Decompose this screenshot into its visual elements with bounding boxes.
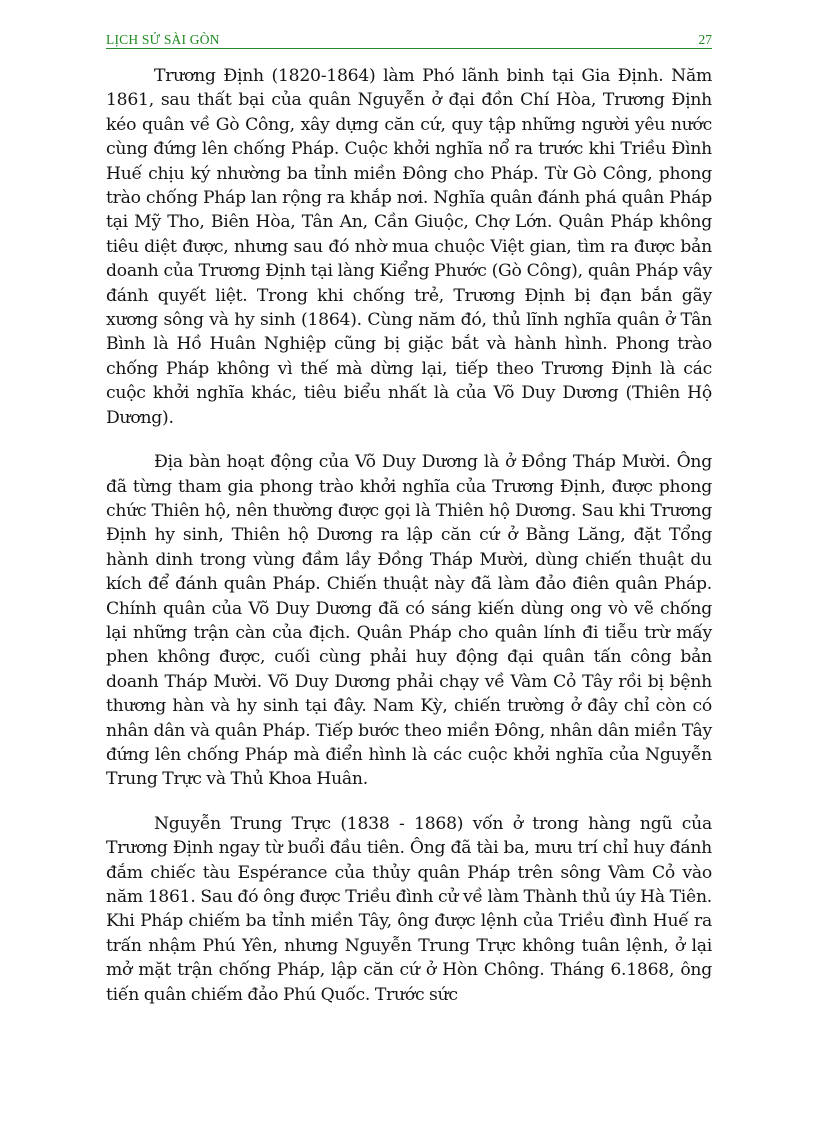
paragraph-vo-duy-duong: Địa bàn hoạt động của Võ Duy Dương là ở Đồng Tháp Mười. Ông đã từng tham gia phong trào khởi nghĩa của Trương Định, được phong chức Thiên hộ, nên thường được gọi là Thiên hộ Dương. Sau khi Trương Định hy sinh, Thiên hộ Dương ra lập căn cứ ở Bằng Lăng, đặt Tổng hành dinh trong vùng đầm lầy Đồng Tháp Mười, dùng chiến thuật du kích để đánh quân Pháp. Chiến thuật này đã làm đảo điên quân Pháp. Chính quân của Võ Duy Dương đã có sáng kiến dùng ong vò vẽ chống lại những trận càn của địch. Quân Pháp cho quân lính đi tiễu trừ mấy phen không được, cuối cùng phải huy động đại quân tấn công bản doanh Tháp Mười. Võ Duy Dương phải chạy về Vàm Cỏ Tây rồi bị bệnh thương hàn và hy sinh tại đây. Nam Kỳ, chiến trường ở đây chỉ còn có nhân dân và quân Pháp. Tiếp bước theo miền Đông, nhân dân miền Tây đứng lên chống Pháp mà điển hình là các cuộc khởi nghĩa của Nguyễn Trung Trực và Thủ Khoa Huân. xyxy=(106,452,712,790)
page-number: 27 xyxy=(698,32,712,47)
running-title: LỊCH SỬ SÀI GÒN xyxy=(106,32,220,47)
paragraph-truong-dinh: Trương Định (1820-1864) làm Phó lãnh binh tại Gia Định. Năm 1861, sau thất bại của quân Nguyễn ở đại đồn Chí Hòa, Trương Định kéo quân về Gò Công, xây dựng căn cứ, quy tập những người yêu nước cùng đứng lên chống Pháp. Cuộc khởi nghĩa nổ ra trước khi Triều Đình Huế chịu ký nhường ba tỉnh miền Đông cho Pháp. Từ Gò Công, phong trào chống Pháp lan rộng ra khắp nơi. Nghĩa quân đánh phá quân Pháp tại Mỹ Tho, Biên Hòa, Tân An, Cần Giuộc, Chợ Lớn. Quân Pháp không tiêu diệt được, nhưng sau đó nhờ mua chuộc Việt gian, tìm ra được bản doanh của Trương Định tại làng Kiểng Phước (Gò Công), quân Pháp vây đánh quyết liệt. Trong khi chống trẻ, Trương Định bị đạn bắn gãy xương sông và hy sinh (1864). Cùng năm đó, thủ lĩnh nghĩa quân ở Tân Bình là Hồ Huân Nghiệp cũng bị giặc bắt và hành hình. Phong trào chống Pháp không vì thế mà dừng lại, tiếp theo Trương Định là các cuộc khởi nghĩa khác, tiêu biểu nhất là của Võ Duy Dương (Thiên Hộ Dương). xyxy=(106,66,712,428)
body-text xyxy=(106,64,712,1027)
paragraph-nguyen-trung-truc: Nguyễn Trung Trực (1838 - 1868) vốn ở trong hàng ngũ của Trương Định ngay từ buổi đầu tiên. Ông đã tài ba, mưu trí chỉ huy đánh đắm chiếc tàu Espérance của thủy quân Pháp trên sông Vàm Cỏ vào năm 1861. Sau đó ông được Triều đình cử về làm Thành thủ úy Hà Tiên. Khi Pháp chiếm ba tỉnh miền Tây, ông được lệnh của Triều đình Huế ra trấn nhậm Phú Yên, nhưng Nguyễn Trung Trực không tuân lệnh, ở lại mở mặt trận chống Pháp, lập căn cứ ở Hòn Chông. Tháng 6.1868, ông tiến quân chiếm đảo Phú Quốc. Trước sức xyxy=(106,813,712,1005)
running-header xyxy=(106,32,712,49)
